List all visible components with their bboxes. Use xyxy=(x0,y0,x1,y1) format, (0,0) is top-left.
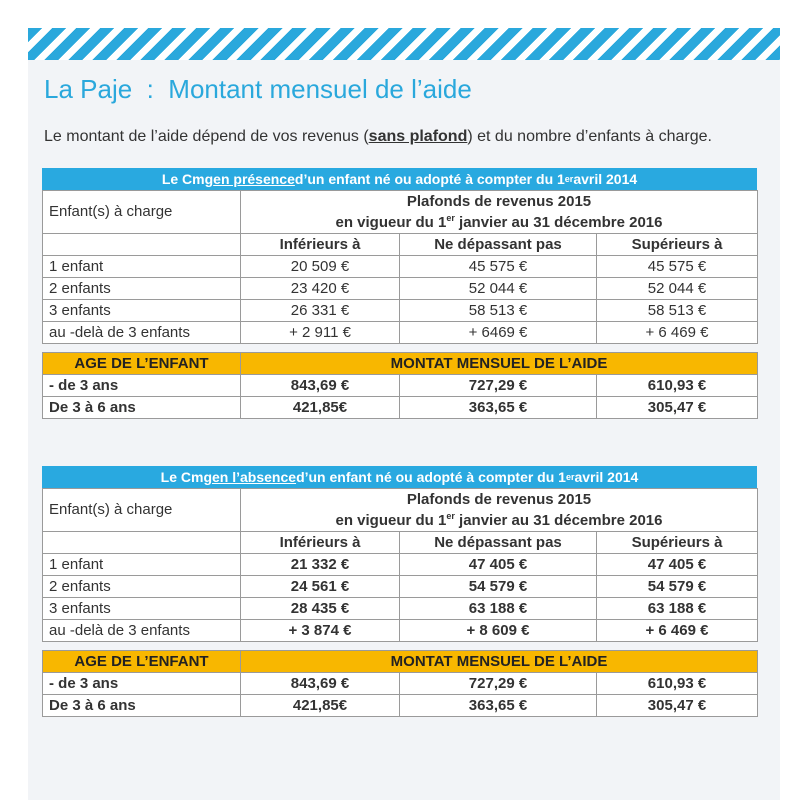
cell-value: 63 188 € xyxy=(597,598,758,620)
age-header: AGE DE L’ENFANT xyxy=(43,353,241,375)
row-label: 3 enfants xyxy=(43,300,241,322)
table-row xyxy=(43,397,758,419)
column-header: Ne dépassant pas xyxy=(400,532,597,554)
table-row xyxy=(43,554,758,576)
banner-text-start: Le Cmg xyxy=(160,469,213,485)
banner-text-start: Le Cmg xyxy=(161,171,214,187)
plafonds-period-start: en vigueur du 1 xyxy=(335,511,447,529)
cell-value: + 6469 € xyxy=(400,322,597,344)
cell-value: 21 332 € xyxy=(241,554,400,576)
cell-value: 26 331 € xyxy=(241,300,400,322)
plafonds-sup: er xyxy=(446,212,455,223)
aid-header-row xyxy=(43,353,758,375)
column-header: Inférieurs à xyxy=(241,532,400,554)
age-header: AGE DE L’ENFANT xyxy=(43,651,241,673)
cell-value: + 6 469 € xyxy=(597,322,758,344)
intro-emphasis: sans plafond xyxy=(368,128,468,145)
monthly-aid-table xyxy=(42,650,758,717)
cell-value: 28 435 € xyxy=(241,598,400,620)
cell-value: 47 405 € xyxy=(400,554,597,576)
table-row xyxy=(43,278,758,300)
cell-value: 23 420 € xyxy=(241,278,400,300)
page-title: La Paje : Montant mensuel de l’aide xyxy=(44,74,472,104)
monthly-aid-table xyxy=(42,352,758,419)
cell-value: 20 509 € xyxy=(241,256,400,278)
plafonds-period xyxy=(241,212,758,234)
row-label: au -delà de 3 enfants xyxy=(43,620,241,642)
row-label: au -delà de 3 enfants xyxy=(43,322,241,344)
row-label: 2 enfants xyxy=(43,278,241,300)
plafonds-title: Plafonds de revenus 2015 xyxy=(241,191,758,213)
table-row xyxy=(43,620,758,642)
children-header: Enfant(s) à charge xyxy=(43,489,241,532)
age-label: De 3 à 6 ans xyxy=(43,397,241,419)
cell-value: 24 561 € xyxy=(241,576,400,598)
plafonds-period-start: en vigueur du 1 xyxy=(335,213,447,231)
table-row xyxy=(43,322,758,344)
intro-text-end: ) et du nombre d’enfants à charge. xyxy=(467,128,712,145)
cell-value: 58 513 € xyxy=(597,300,758,322)
row-label: 2 enfants xyxy=(43,576,241,598)
plafonds-period-end: janvier au 31 décembre 2016 xyxy=(454,213,663,231)
banner-text-middle: d’un enfant né ou adopté à compter du 1 xyxy=(294,171,565,187)
plafonds-sup: er xyxy=(446,510,455,521)
amount-header: MONTAT MENSUEL DE L’AIDE xyxy=(241,651,758,673)
cell-value: 47 405 € xyxy=(597,554,758,576)
cell-value: 843,69 € xyxy=(241,673,400,695)
row-label: 3 enfants xyxy=(43,598,241,620)
banner-emphasis: en présence xyxy=(213,171,295,187)
children-header: Enfant(s) à charge xyxy=(43,191,241,234)
cell-value: 45 575 € xyxy=(400,256,597,278)
cell-value: 610,93 € xyxy=(597,673,758,695)
table-row xyxy=(43,300,758,322)
cell-value: 363,65 € xyxy=(400,397,597,419)
table-row xyxy=(43,375,758,397)
cell-value: 305,47 € xyxy=(597,397,758,419)
blank-cell xyxy=(43,234,241,256)
age-label: - de 3 ans xyxy=(43,673,241,695)
cell-value: 610,93 € xyxy=(597,375,758,397)
section-presence xyxy=(42,168,757,419)
table-row xyxy=(43,695,758,717)
plafonds-title: Plafonds de revenus 2015 xyxy=(241,489,758,511)
cell-value: + 8 609 € xyxy=(400,620,597,642)
cell-value: 52 044 € xyxy=(400,278,597,300)
row-label: 1 enfant xyxy=(43,256,241,278)
cell-value: 727,29 € xyxy=(400,375,597,397)
table-row xyxy=(43,256,758,278)
column-header: Supérieurs à xyxy=(597,234,758,256)
cell-value: 727,29 € xyxy=(400,673,597,695)
cell-value: 58 513 € xyxy=(400,300,597,322)
column-header: Inférieurs à xyxy=(241,234,400,256)
age-label: - de 3 ans xyxy=(43,375,241,397)
cell-value: 421,85€ xyxy=(241,695,400,717)
plafonds-period xyxy=(241,510,758,532)
cell-value: 52 044 € xyxy=(597,278,758,300)
income-ceilings-table xyxy=(42,488,758,642)
banner-text-end: avril 2014 xyxy=(573,171,638,187)
decorative-stripe-band xyxy=(28,28,780,60)
cell-value: + 3 874 € xyxy=(241,620,400,642)
income-ceilings-table xyxy=(42,190,758,344)
cell-value: 363,65 € xyxy=(400,695,597,717)
column-header: Supérieurs à xyxy=(597,532,758,554)
cell-value: 54 579 € xyxy=(597,576,758,598)
row-label: 1 enfant xyxy=(43,554,241,576)
table-row xyxy=(43,598,758,620)
aid-header-row xyxy=(43,651,758,673)
intro-text-start: Le montant de l’aide dépend de vos revenus ( xyxy=(44,128,369,145)
cell-value: 63 188 € xyxy=(400,598,597,620)
cell-value: 421,85€ xyxy=(241,397,400,419)
age-label: De 3 à 6 ans xyxy=(43,695,241,717)
section-absence xyxy=(42,466,757,717)
cell-value: 843,69 € xyxy=(241,375,400,397)
cell-value: 45 575 € xyxy=(597,256,758,278)
table-row xyxy=(43,576,758,598)
amount-header: MONTAT MENSUEL DE L’AIDE xyxy=(241,353,758,375)
banner-emphasis: en l’absence xyxy=(212,469,297,485)
blank-cell xyxy=(43,532,241,554)
plafonds-period-end: janvier au 31 décembre 2016 xyxy=(454,511,663,529)
section-banner: Le Cmg en l’absence d’un enfant né ou adopté à compter du 1 er avril 2014 xyxy=(42,466,757,488)
section-banner: Le Cmg en présence d’un enfant né ou adopté à compter du 1 er avril 2014 xyxy=(42,168,757,190)
cell-value: 305,47 € xyxy=(597,695,758,717)
intro-text xyxy=(44,128,712,146)
cell-value: + 6 469 € xyxy=(597,620,758,642)
cell-value: + 2 911 € xyxy=(241,322,400,344)
cell-value: 54 579 € xyxy=(400,576,597,598)
banner-text-end: avril 2014 xyxy=(574,469,639,485)
banner-text-middle: d’un enfant né ou adopté à compter du 1 xyxy=(296,469,566,485)
column-header: Ne dépassant pas xyxy=(400,234,597,256)
table-row xyxy=(43,673,758,695)
